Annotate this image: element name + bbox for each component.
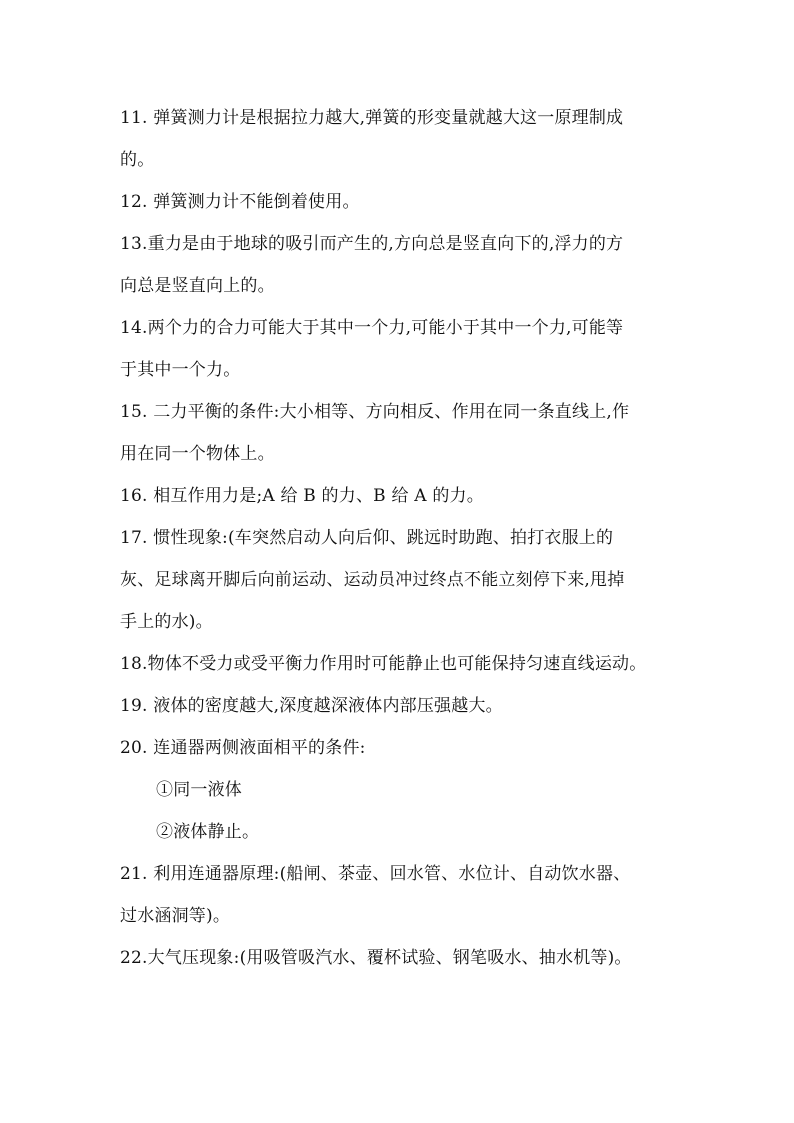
text-line: 16. 相互作用力是;A 给 B 的力、B 给 A 的力。 [120, 486, 484, 506]
text-line: 12. 弹簧测力计不能倒着使用。 [120, 192, 360, 212]
text-line: 19. 液体的密度越大,深度越深液体内部压强越大。 [120, 696, 503, 716]
text-line: 用在同一个物体上。 [120, 444, 275, 464]
text-line: 于其中一个力。 [120, 360, 241, 380]
text-line: 向总是竖直向上的。 [120, 276, 275, 296]
text-line: 手上的水)。 [120, 612, 213, 632]
text-line: 17. 惯性现象:(车突然启动人向后仰、跳远时助跑、拍打衣服上的 [120, 528, 614, 548]
text-line: 过水涵洞等)。 [120, 906, 231, 926]
text-line: 13.重力是由于地球的吸引而产生的,方向总是竖直向下的,浮力的方 [120, 234, 624, 254]
text-line: 的。 [120, 150, 155, 170]
text-line: 22.大气压现象:(用吸管吸汽水、覆杯试验、钢笔吸水、抽水机等)。 [120, 948, 632, 968]
text-line: ①同一液体 [156, 780, 242, 800]
text-line: 15. 二力平衡的条件:大小相等、方向相反、作用在同一条直线上,作 [120, 402, 630, 422]
text-line: 20. 连通器两侧液面相平的条件: [120, 738, 366, 758]
text-line: 11. 弹簧测力计是根据拉力越大,弹簧的形变量就越大这一原理制成 [120, 108, 624, 128]
text-line: 14.两个力的合力可能大于其中一个力,可能小于其中一个力,可能等 [120, 318, 624, 338]
text-line: ②液体静止。 [156, 822, 260, 842]
text-line: 灰、足球离开脚后向前运动、运动员冲过终点不能立刻停下来,甩掉 [120, 570, 625, 590]
text-line: 18.物体不受力或受平衡力作用时可能静止也可能保持匀速直线运动。 [120, 654, 647, 674]
text-line: 21. 利用连通器原理:(船闸、茶壶、回水管、水位计、自动饮水器、 [120, 864, 631, 884]
